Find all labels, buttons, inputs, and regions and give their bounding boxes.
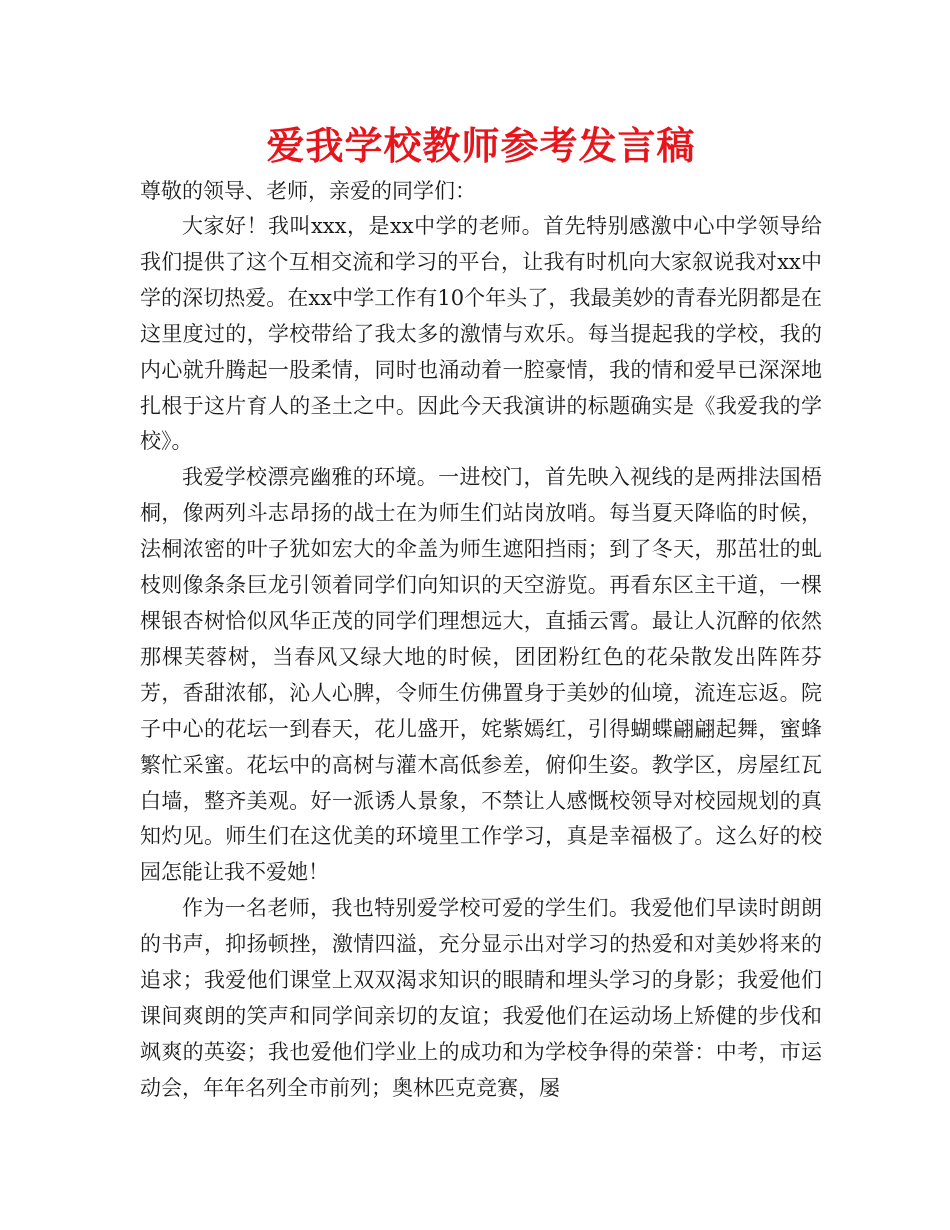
document-page xyxy=(140,118,822,1107)
paragraph-students: 作为一名老师，我也特别爱学校可爱的学生们。我爱他们早读时朗朗的书声，抑扬顿挫，激情四溢，充分显示出对学习的热爱和对美妙将来的追求；我爱他们课堂上双双渴求知识的眼睛和埋头学习的身影；我爱他们课间爽朗的笑声和同学间亲切的友谊；我爱他们在运动场上矫健的步伐和飒爽的英姿；我也爱他们学业上的成功和为学校争得的荣誉：中考，市运动会，年年名列全市前列；奥林匹克竞赛，屡 xyxy=(140,896,822,1100)
paragraph-environment: 我爱学校漂亮幽雅的环境。一进校门，首先映入视线的是两排法国梧桐，像两列斗志昂扬的战士在为师生们站岗放哨。每当夏天降临的时候，法桐浓密的叶子犹如宏大的伞盖为师生遮阳挡雨；到了冬天，那茁壮的虬枝则像条条巨龙引领着同学们向知识的天空游览。再看东区主干道，一棵棵银杏树恰似风华正茂的同学们理想远大，直插云霄。最让人沉醉的依然那棵芙蓉树，当春风又绿大地的时候，团团粉红色的花朵散发出阵阵芬芳，香甜浓郁，沁人心脾，令师生仿佛置身于美妙的仙境，流连忘返。院子中心的花坛一到春天，花儿盛开，姹紫嫣红，引得蝴蝶翩翩起舞，蜜蜂繁忙采蜜。花坛中的高树与灌木高低参差，俯仰生姿。教学区，房屋红瓦白墙，整齐美观。好一派诱人景象，不禁让人感慨校领导对校园规划的真知灼见。师生们在这优美的环境里工作学习，真是幸福极了。这么好的校园怎能让我不爱她！ xyxy=(140,465,822,885)
paragraph-intro: 大家好！我叫xxx，是xx中学的老师。首先特别感激中心中学领导给我们提供了这个互相交流和学习的平台，让我有时机向大家叙说我对xx中学的深切热爱。在xx中学工作有10个年头了，我最美妙的青春光阴都是在这里度过的，学校带给了我太多的激情与欢乐。每当提起我的学校，我的内心就升腾起一股柔情，同时也涌动着一腔豪情，我的情和爱早已深深地扎根于这片育人的圣土之中。因此今天我演讲的标题确实是《我爱我的学校》。 xyxy=(140,214,822,454)
document-title: 爱我学校教师参考发言稿 xyxy=(266,123,696,168)
greeting-line: 尊敬的领导、老师，亲爱的同学们： xyxy=(140,179,476,203)
